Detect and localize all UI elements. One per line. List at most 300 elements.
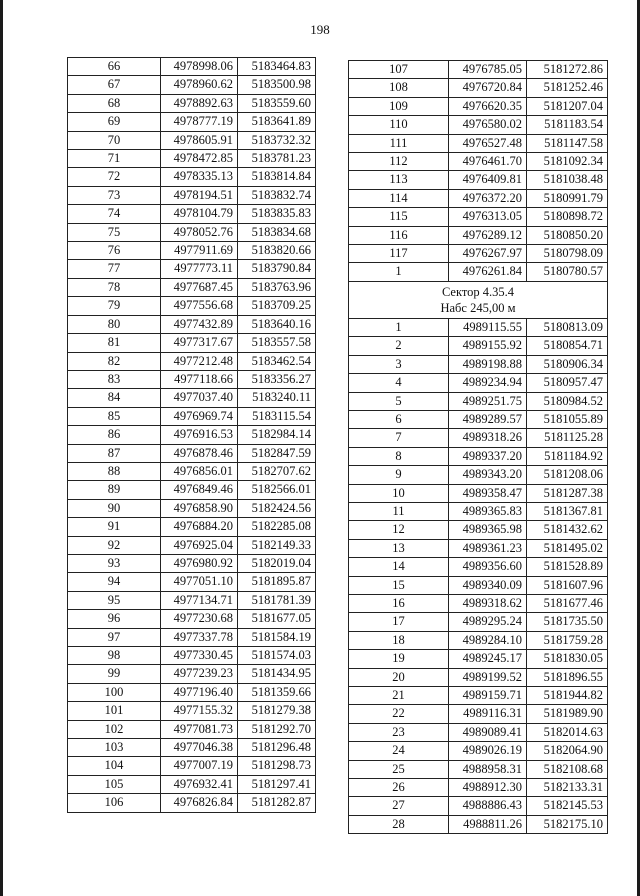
point-number-cell: 89	[68, 481, 161, 499]
point-number-cell: 101	[68, 702, 161, 720]
x-coordinate-cell: 4977007.19	[161, 757, 238, 775]
table-row	[68, 481, 316, 499]
point-number-cell: 21	[349, 687, 449, 705]
y-coordinate-cell: 5183557.58	[238, 334, 316, 352]
point-number-cell: 28	[349, 815, 449, 833]
x-coordinate-cell: 4989295.24	[449, 613, 527, 631]
page-number: 198	[310, 22, 330, 37]
point-number-cell: 80	[68, 315, 161, 333]
x-coordinate-cell: 4989289.57	[449, 410, 527, 428]
point-number-cell: 84	[68, 389, 161, 407]
table-row	[68, 739, 316, 757]
x-coordinate-cell: 4977773.11	[161, 260, 238, 278]
y-coordinate-cell: 5181183.54	[527, 116, 608, 134]
y-coordinate-cell: 5182566.01	[238, 481, 316, 499]
table-row	[68, 794, 316, 812]
table-row	[349, 576, 608, 594]
table-row	[68, 757, 316, 775]
point-number-cell: 68	[68, 94, 161, 112]
table-row	[68, 628, 316, 646]
point-number-cell: 96	[68, 610, 161, 628]
table-row	[68, 573, 316, 591]
y-coordinate-cell: 5182285.08	[238, 518, 316, 536]
point-number-cell: 97	[68, 628, 161, 646]
table-row	[68, 297, 316, 315]
y-coordinate-cell: 5183832.74	[238, 186, 316, 204]
y-coordinate-cell: 5181735.50	[527, 613, 608, 631]
point-number-cell: 69	[68, 113, 161, 131]
x-coordinate-cell: 4976980.92	[161, 554, 238, 572]
y-coordinate-cell: 5181296.48	[238, 739, 316, 757]
coordinates-table-left	[67, 57, 316, 813]
table-row	[349, 134, 608, 152]
x-coordinate-cell: 4977230.68	[161, 610, 238, 628]
x-coordinate-cell: 4989340.09	[449, 576, 527, 594]
table-row	[349, 374, 608, 392]
point-number-cell: 26	[349, 779, 449, 797]
table-row	[68, 334, 316, 352]
point-number-cell: 77	[68, 260, 161, 278]
y-coordinate-cell: 5181297.41	[238, 775, 316, 793]
x-coordinate-cell: 4978472.85	[161, 150, 238, 168]
y-coordinate-cell: 5181287.38	[527, 484, 608, 502]
y-coordinate-cell: 5182133.31	[527, 779, 608, 797]
point-number-cell: 4	[349, 374, 449, 392]
table-row	[68, 150, 316, 168]
y-coordinate-cell: 5181759.28	[527, 631, 608, 649]
table-row	[349, 594, 608, 612]
table-row	[349, 539, 608, 557]
y-coordinate-cell: 5182108.68	[527, 760, 608, 778]
point-number-cell: 27	[349, 797, 449, 815]
point-number-cell: 87	[68, 444, 161, 462]
table-row	[68, 407, 316, 425]
y-coordinate-cell: 5181055.89	[527, 410, 608, 428]
table-row	[349, 687, 608, 705]
y-coordinate-cell: 5181895.87	[238, 573, 316, 591]
table-row	[68, 702, 316, 720]
table-row	[349, 245, 608, 263]
table-row	[68, 775, 316, 793]
y-coordinate-cell: 5180798.09	[527, 245, 608, 263]
table-row	[349, 318, 608, 336]
point-number-cell: 7	[349, 429, 449, 447]
y-coordinate-cell: 5180898.72	[527, 208, 608, 226]
x-coordinate-cell: 4977081.73	[161, 720, 238, 738]
point-number-cell: 93	[68, 554, 161, 572]
table-row	[349, 723, 608, 741]
point-number-cell: 82	[68, 352, 161, 370]
x-coordinate-cell: 4977046.38	[161, 739, 238, 757]
x-coordinate-cell: 4989234.94	[449, 374, 527, 392]
table-row	[349, 61, 608, 79]
y-coordinate-cell: 5181434.95	[238, 665, 316, 683]
y-coordinate-cell: 5181359.66	[238, 683, 316, 701]
point-number-cell: 112	[349, 153, 449, 171]
table-row	[349, 226, 608, 244]
table-row	[68, 113, 316, 131]
y-coordinate-cell: 5180813.09	[527, 318, 608, 336]
x-coordinate-cell: 4976969.74	[161, 407, 238, 425]
y-coordinate-cell: 5180906.34	[527, 355, 608, 373]
table-row	[349, 97, 608, 115]
table-row	[349, 484, 608, 502]
y-coordinate-cell: 5182847.59	[238, 444, 316, 462]
table-row	[349, 263, 608, 281]
point-number-cell: 14	[349, 558, 449, 576]
point-number-cell: 115	[349, 208, 449, 226]
x-coordinate-cell: 4976267.97	[449, 245, 527, 263]
x-coordinate-cell: 4978777.19	[161, 113, 238, 131]
y-coordinate-cell: 5181495.02	[527, 539, 608, 557]
x-coordinate-cell: 4978998.06	[161, 58, 238, 76]
table-row	[349, 797, 608, 815]
table-row	[349, 171, 608, 189]
point-number-cell: 81	[68, 334, 161, 352]
table-row	[349, 668, 608, 686]
point-number-cell: 70	[68, 131, 161, 149]
table-row	[68, 683, 316, 701]
x-coordinate-cell: 4988811.26	[449, 815, 527, 833]
x-coordinate-cell: 4976932.41	[161, 775, 238, 793]
table-row	[68, 591, 316, 609]
table-row	[349, 355, 608, 373]
point-number-cell: 108	[349, 79, 449, 97]
table-row	[349, 650, 608, 668]
y-coordinate-cell: 5181607.96	[527, 576, 608, 594]
table-row	[349, 116, 608, 134]
table-row	[349, 521, 608, 539]
table-row	[68, 94, 316, 112]
x-coordinate-cell: 4977118.66	[161, 370, 238, 388]
x-coordinate-cell: 4989026.19	[449, 742, 527, 760]
point-number-cell: 78	[68, 278, 161, 296]
table-row	[349, 410, 608, 428]
y-coordinate-cell: 5183559.60	[238, 94, 316, 112]
y-coordinate-cell: 5181944.82	[527, 687, 608, 705]
y-coordinate-cell: 5183641.89	[238, 113, 316, 131]
table-row	[68, 370, 316, 388]
y-coordinate-cell: 5181125.28	[527, 429, 608, 447]
point-number-cell: 76	[68, 242, 161, 260]
x-coordinate-cell: 4976580.02	[449, 116, 527, 134]
y-coordinate-cell: 5180850.20	[527, 226, 608, 244]
table-row	[349, 429, 608, 447]
x-coordinate-cell: 4976620.35	[449, 97, 527, 115]
x-coordinate-cell: 4977556.68	[161, 297, 238, 315]
table-row	[349, 337, 608, 355]
section-title: Сектор 4.35.4	[441, 284, 515, 299]
y-coordinate-cell: 5181432.62	[527, 521, 608, 539]
point-number-cell: 116	[349, 226, 449, 244]
point-number-cell: 83	[68, 370, 161, 388]
point-number-cell: 113	[349, 171, 449, 189]
x-coordinate-cell: 4989251.75	[449, 392, 527, 410]
table-row	[68, 499, 316, 517]
y-coordinate-cell: 5180854.71	[527, 337, 608, 355]
x-coordinate-cell: 4989343.20	[449, 466, 527, 484]
x-coordinate-cell: 4989356.60	[449, 558, 527, 576]
point-number-cell: 73	[68, 186, 161, 204]
table-row	[68, 426, 316, 444]
point-number-cell: 15	[349, 576, 449, 594]
point-number-cell: 95	[68, 591, 161, 609]
point-number-cell: 2	[349, 337, 449, 355]
y-coordinate-cell: 5181092.34	[527, 153, 608, 171]
point-number-cell: 6	[349, 410, 449, 428]
x-coordinate-cell: 4989155.92	[449, 337, 527, 355]
x-coordinate-cell: 4976527.48	[449, 134, 527, 152]
x-coordinate-cell: 4977330.45	[161, 647, 238, 665]
y-coordinate-cell: 5181584.19	[238, 628, 316, 646]
y-coordinate-cell: 5183709.25	[238, 297, 316, 315]
y-coordinate-cell: 5180991.79	[527, 189, 608, 207]
x-coordinate-cell: 4977317.67	[161, 334, 238, 352]
y-coordinate-cell: 5183462.54	[238, 352, 316, 370]
y-coordinate-cell: 5181528.89	[527, 558, 608, 576]
table-row	[68, 665, 316, 683]
table-row	[68, 168, 316, 186]
y-coordinate-cell: 5183640.16	[238, 315, 316, 333]
point-number-cell: 9	[349, 466, 449, 484]
point-number-cell: 75	[68, 223, 161, 241]
y-coordinate-cell: 5183732.32	[238, 131, 316, 149]
x-coordinate-cell: 4989089.41	[449, 723, 527, 741]
point-number-cell: 11	[349, 502, 449, 520]
y-coordinate-cell: 5181298.73	[238, 757, 316, 775]
y-coordinate-cell: 5182019.04	[238, 554, 316, 572]
table-row	[349, 558, 608, 576]
point-number-cell: 103	[68, 739, 161, 757]
y-coordinate-cell: 5181830.05	[527, 650, 608, 668]
y-coordinate-cell: 5181989.90	[527, 705, 608, 723]
table-row	[68, 131, 316, 149]
y-coordinate-cell: 5181184.92	[527, 447, 608, 465]
x-coordinate-cell: 4976409.81	[449, 171, 527, 189]
y-coordinate-cell: 5181292.70	[238, 720, 316, 738]
point-number-cell: 92	[68, 536, 161, 554]
point-number-cell: 71	[68, 150, 161, 168]
table-row	[349, 447, 608, 465]
point-number-cell: 110	[349, 116, 449, 134]
point-number-cell: 10	[349, 484, 449, 502]
x-coordinate-cell: 4976878.46	[161, 444, 238, 462]
x-coordinate-cell: 4988912.30	[449, 779, 527, 797]
x-coordinate-cell: 4989159.71	[449, 687, 527, 705]
table-row	[349, 208, 608, 226]
y-coordinate-cell: 5181272.86	[527, 61, 608, 79]
table-row	[68, 205, 316, 223]
point-number-cell: 90	[68, 499, 161, 517]
x-coordinate-cell: 4989358.47	[449, 484, 527, 502]
table-row	[349, 742, 608, 760]
point-number-cell: 1	[349, 318, 449, 336]
x-coordinate-cell: 4989318.62	[449, 594, 527, 612]
table-row	[68, 389, 316, 407]
y-coordinate-cell: 5181677.46	[527, 594, 608, 612]
y-coordinate-cell: 5182984.14	[238, 426, 316, 444]
coordinates-table-right	[348, 60, 608, 834]
point-number-cell: 117	[349, 245, 449, 263]
point-number-cell: 23	[349, 723, 449, 741]
x-coordinate-cell: 4989116.31	[449, 705, 527, 723]
y-coordinate-cell: 5180780.57	[527, 263, 608, 281]
x-coordinate-cell: 4978052.76	[161, 223, 238, 241]
x-coordinate-cell: 4977337.78	[161, 628, 238, 646]
x-coordinate-cell: 4977196.40	[161, 683, 238, 701]
y-coordinate-cell: 5183814.84	[238, 168, 316, 186]
table-row	[68, 278, 316, 296]
x-coordinate-cell: 4977239.23	[161, 665, 238, 683]
point-number-cell: 98	[68, 647, 161, 665]
x-coordinate-cell: 4976785.05	[449, 61, 527, 79]
x-coordinate-cell: 4976720.84	[449, 79, 527, 97]
x-coordinate-cell: 4976461.70	[449, 153, 527, 171]
x-coordinate-cell: 4989284.10	[449, 631, 527, 649]
point-number-cell: 85	[68, 407, 161, 425]
y-coordinate-cell: 5181208.06	[527, 466, 608, 484]
table-row	[349, 760, 608, 778]
x-coordinate-cell: 4989199.52	[449, 668, 527, 686]
point-number-cell: 105	[68, 775, 161, 793]
y-coordinate-cell: 5180984.52	[527, 392, 608, 410]
table-row	[68, 186, 316, 204]
point-number-cell: 91	[68, 518, 161, 536]
x-coordinate-cell: 4989361.23	[449, 539, 527, 557]
x-coordinate-cell: 4976849.46	[161, 481, 238, 499]
point-number-cell: 8	[349, 447, 449, 465]
point-number-cell: 5	[349, 392, 449, 410]
x-coordinate-cell: 4978960.62	[161, 76, 238, 94]
table-row	[68, 315, 316, 333]
y-coordinate-cell: 5181038.48	[527, 171, 608, 189]
point-number-cell: 107	[349, 61, 449, 79]
point-number-cell: 25	[349, 760, 449, 778]
point-number-cell: 114	[349, 189, 449, 207]
x-coordinate-cell: 4989318.26	[449, 429, 527, 447]
point-number-cell: 86	[68, 426, 161, 444]
y-coordinate-cell: 5181279.38	[238, 702, 316, 720]
x-coordinate-cell: 4977037.40	[161, 389, 238, 407]
x-coordinate-cell: 4989365.83	[449, 502, 527, 520]
x-coordinate-cell: 4977155.32	[161, 702, 238, 720]
table-row	[349, 815, 608, 833]
x-coordinate-cell: 4976289.12	[449, 226, 527, 244]
y-coordinate-cell: 5182149.33	[238, 536, 316, 554]
y-coordinate-cell: 5180957.47	[527, 374, 608, 392]
x-coordinate-cell: 4976313.05	[449, 208, 527, 226]
y-coordinate-cell: 5183464.83	[238, 58, 316, 76]
x-coordinate-cell: 4978104.79	[161, 205, 238, 223]
y-coordinate-cell: 5182145.53	[527, 797, 608, 815]
x-coordinate-cell: 4977212.48	[161, 352, 238, 370]
section-header	[349, 281, 608, 318]
y-coordinate-cell: 5183356.27	[238, 370, 316, 388]
point-number-cell: 99	[68, 665, 161, 683]
x-coordinate-cell: 4988886.43	[449, 797, 527, 815]
y-coordinate-cell: 5181896.55	[527, 668, 608, 686]
point-number-cell: 106	[68, 794, 161, 812]
table-row	[349, 392, 608, 410]
point-number-cell: 104	[68, 757, 161, 775]
x-coordinate-cell: 4976916.53	[161, 426, 238, 444]
point-number-cell: 109	[349, 97, 449, 115]
x-coordinate-cell: 4977687.45	[161, 278, 238, 296]
table-row	[68, 536, 316, 554]
point-number-cell: 88	[68, 462, 161, 480]
point-number-cell: 1	[349, 263, 449, 281]
y-coordinate-cell: 5181781.39	[238, 591, 316, 609]
x-coordinate-cell: 4978194.51	[161, 186, 238, 204]
table-row	[68, 76, 316, 94]
x-coordinate-cell: 4976856.01	[161, 462, 238, 480]
y-coordinate-cell: 5183834.68	[238, 223, 316, 241]
table-row	[68, 610, 316, 628]
x-coordinate-cell: 4978605.91	[161, 131, 238, 149]
y-coordinate-cell: 5183820.66	[238, 242, 316, 260]
x-coordinate-cell: 4976261.84	[449, 263, 527, 281]
point-number-cell: 100	[68, 683, 161, 701]
section-elevation: Набс 245,00 м	[440, 300, 516, 315]
point-number-cell: 79	[68, 297, 161, 315]
section-header-row	[349, 281, 608, 318]
y-coordinate-cell: 5181282.87	[238, 794, 316, 812]
table-row	[68, 462, 316, 480]
point-number-cell: 22	[349, 705, 449, 723]
y-coordinate-cell: 5181574.03	[238, 647, 316, 665]
table-row	[68, 647, 316, 665]
y-coordinate-cell: 5183240.11	[238, 389, 316, 407]
point-number-cell: 19	[349, 650, 449, 668]
point-number-cell: 12	[349, 521, 449, 539]
table-row	[349, 153, 608, 171]
x-coordinate-cell: 4989115.55	[449, 318, 527, 336]
scan-edge-left	[0, 0, 3, 896]
y-coordinate-cell: 5182064.90	[527, 742, 608, 760]
table-row	[68, 518, 316, 536]
point-number-cell: 94	[68, 573, 161, 591]
x-coordinate-cell: 4976925.04	[161, 536, 238, 554]
point-number-cell: 13	[349, 539, 449, 557]
y-coordinate-cell: 5181147.58	[527, 134, 608, 152]
x-coordinate-cell: 4978892.63	[161, 94, 238, 112]
x-coordinate-cell: 4976858.90	[161, 499, 238, 517]
table-row	[349, 189, 608, 207]
y-coordinate-cell: 5183790.84	[238, 260, 316, 278]
y-coordinate-cell: 5181677.05	[238, 610, 316, 628]
point-number-cell: 72	[68, 168, 161, 186]
y-coordinate-cell: 5182424.56	[238, 499, 316, 517]
point-number-cell: 102	[68, 720, 161, 738]
point-number-cell: 66	[68, 58, 161, 76]
x-coordinate-cell: 4989245.17	[449, 650, 527, 668]
table-row	[349, 502, 608, 520]
table-row	[349, 779, 608, 797]
x-coordinate-cell: 4977432.89	[161, 315, 238, 333]
y-coordinate-cell: 5183500.98	[238, 76, 316, 94]
point-number-cell: 16	[349, 594, 449, 612]
x-coordinate-cell: 4989365.98	[449, 521, 527, 539]
x-coordinate-cell: 4977911.69	[161, 242, 238, 260]
table-row	[68, 260, 316, 278]
point-number-cell: 24	[349, 742, 449, 760]
table-row	[349, 79, 608, 97]
y-coordinate-cell: 5181252.46	[527, 79, 608, 97]
point-number-cell: 18	[349, 631, 449, 649]
y-coordinate-cell: 5181367.81	[527, 502, 608, 520]
x-coordinate-cell: 4989337.20	[449, 447, 527, 465]
point-number-cell: 3	[349, 355, 449, 373]
